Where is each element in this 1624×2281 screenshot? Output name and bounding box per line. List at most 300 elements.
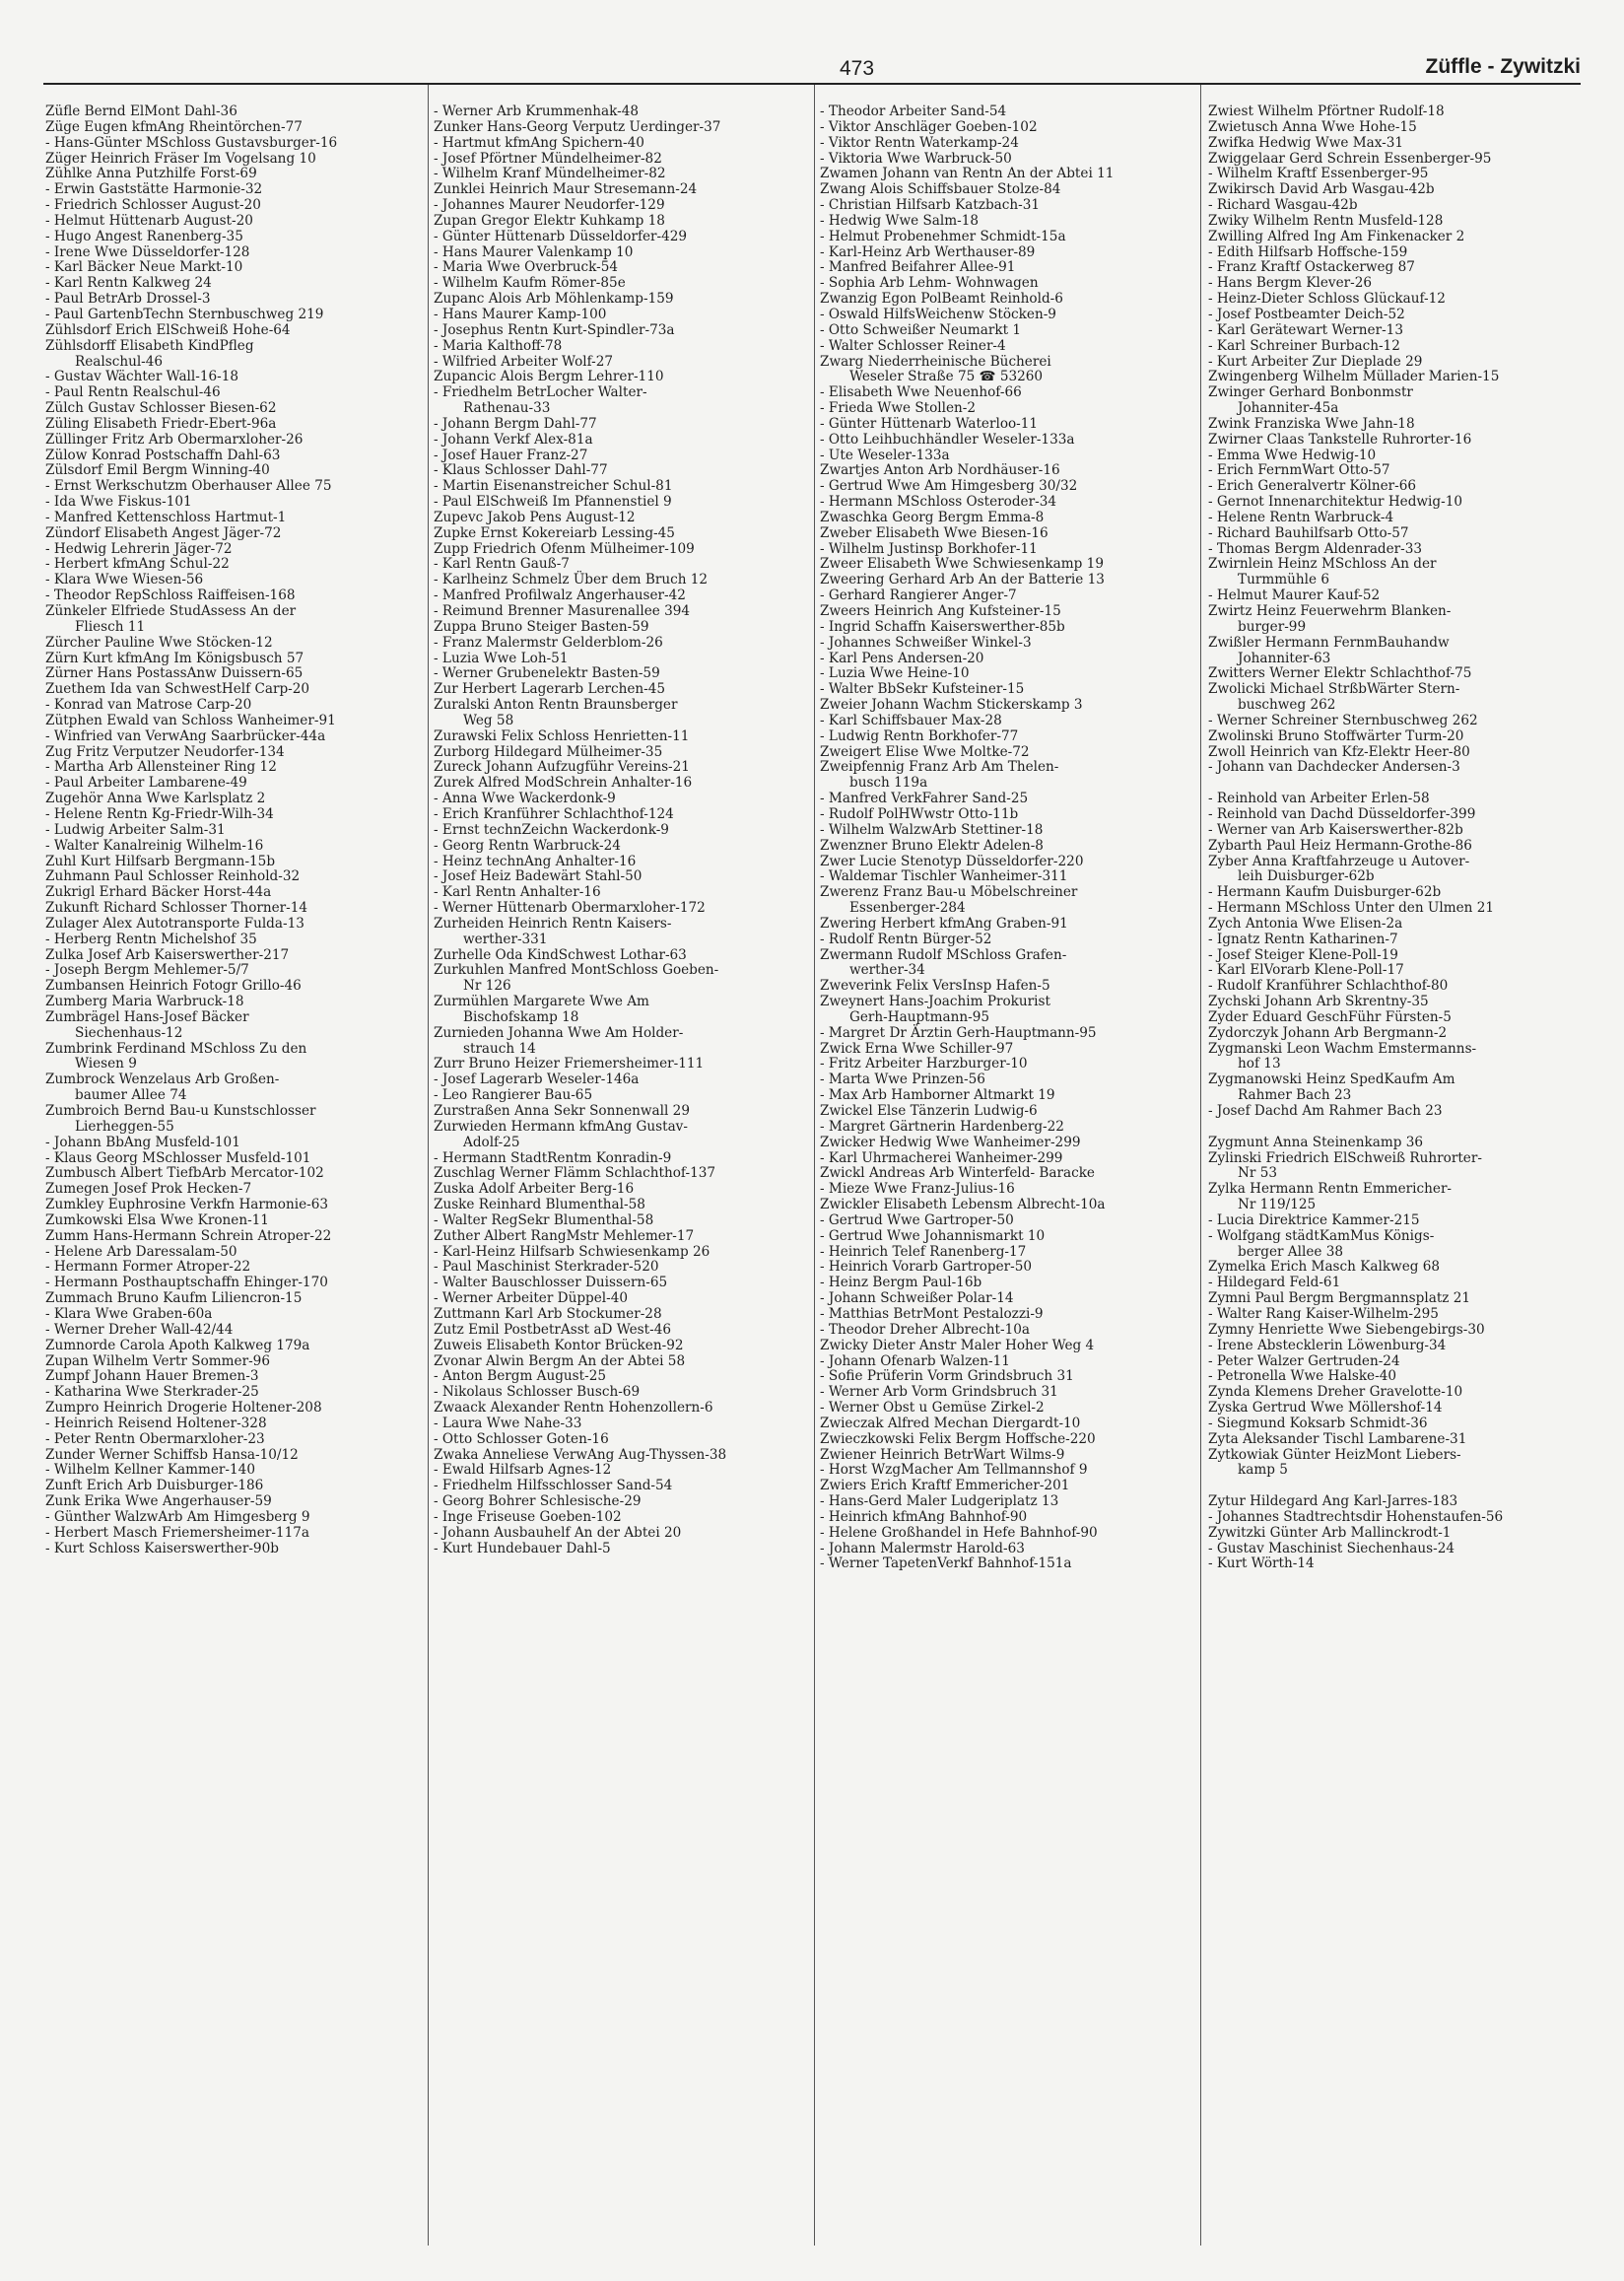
directory-entry: Zummach Bruno Kaufm Liliencron-15 — [45, 1290, 303, 1307]
directory-entry: Zymelka Erich Masch Kalkweg 68 — [1208, 1259, 1441, 1276]
directory-entry: Zumbusch Albert TiefbArb Mercator-102 — [45, 1165, 324, 1182]
directory-entry: - Lucia Direktrice Kammer-215 — [1208, 1211, 1420, 1228]
directory-entry: Zwer Lucie Stenotyp Düsseldorfer-220 — [820, 853, 1084, 869]
directory-entry: Zych Antonia Wwe Elisen-2a — [1208, 915, 1403, 932]
directory-entry: - Peter Walzer Gertruden-24 — [1208, 1352, 1400, 1369]
directory-entry: Zühlsdorf Erich ElSchweiß Hohe-64 — [45, 321, 291, 338]
directory-entry: Zweber Elisabeth Wwe Biesen-16 — [820, 524, 1049, 541]
directory-entry-continuation: burger-99 — [1238, 618, 1307, 635]
directory-entry: - Ida Wwe Fiskus-101 — [45, 494, 192, 511]
directory-entry: - Walter Kanalreinig Wilhelm-16 — [45, 837, 264, 854]
directory-entry: Zulka Josef Arb Kaiserswerther-217 — [45, 946, 290, 963]
directory-entry: - Karl Schiffsbauer Max-28 — [820, 712, 1002, 728]
directory-entry: - Reimund Brenner Masurenallee 394 — [434, 603, 691, 619]
directory-column-3 — [820, 104, 1114, 1572]
directory-entry: Zug Fritz Verputzer Neudorfer-134 — [45, 743, 285, 760]
directory-entry: Zwolinski Bruno Stoffwärter Turm-20 — [1208, 727, 1464, 744]
directory-entry: Zurstraßen Anna Sekr Sonnenwall 29 — [434, 1103, 690, 1119]
directory-entry-continuation: Nr 53 — [1238, 1165, 1278, 1182]
directory-entry: Zygmanowski Heinz SpedKaufm Am — [1208, 1071, 1455, 1088]
directory-entry: Zünkeler Elfriede StudAssess An der — [45, 603, 297, 619]
directory-entry: - Karl-Heinz Arb Werthauser-89 — [820, 243, 1036, 260]
directory-entry: - Elisabeth Wwe Neuenhof-66 — [820, 384, 1022, 401]
directory-entry: Zupan Wilhelm Vertr Sommer-96 — [45, 1352, 270, 1369]
directory-entry: - Ludwig Rentn Borkhofer-77 — [820, 727, 1019, 744]
directory-entry: - Klaus Schlosser Dahl-77 — [434, 462, 608, 479]
directory-entry: - Gustav Maschinist Siechenhaus-24 — [1208, 1540, 1455, 1556]
directory-entry: - Paul Rentn Realschul-46 — [45, 384, 221, 401]
directory-entry: Zwirner Claas Tankstelle Ruhrorter-16 — [1208, 431, 1472, 448]
directory-entry: Zühlke Anna Putzhilfe Forst-69 — [45, 166, 257, 182]
directory-entry: Zwicky Dieter Anstr Maler Hoher Weg 4 — [820, 1337, 1095, 1353]
directory-entry: - Viktor Rentn Waterkamp-24 — [820, 134, 1019, 151]
directory-entry-continuation: strauch 14 — [463, 1040, 536, 1057]
directory-entry: - Karl-Heinz Hilfsarb Schwiesenkamp 26 — [434, 1243, 710, 1260]
directory-entry: - Erich Kranführer Schlachthof-124 — [434, 805, 674, 822]
directory-entry: Zurkuhlen Manfred MontSchloss Goeben- — [434, 962, 719, 979]
page-header — [43, 51, 1581, 85]
column-divider — [428, 85, 429, 2246]
directory-entry: - Karl Schreiner Burbach-12 — [1208, 337, 1400, 354]
directory-entry: - Manfred Profilwalz Angerhauser-42 — [434, 588, 686, 604]
directory-entry: - Gertrud Wwe Johannismarkt 10 — [820, 1227, 1046, 1244]
directory-entry: Zurr Bruno Heizer Friemersheimer-111 — [434, 1056, 705, 1072]
directory-entry: - Helmut Hüttenarb August-20 — [45, 212, 253, 229]
directory-entry: - Herbert kfmAng Schul-22 — [45, 556, 230, 573]
directory-entry: - Wilfried Arbeiter Wolf-27 — [434, 353, 614, 370]
directory-entry: Zuther Albert RangMstr Mehlemer-17 — [434, 1227, 695, 1244]
directory-entry: Zwingenberg Wilhelm Müllader Marien-15 — [1208, 369, 1500, 385]
directory-entry: - Irene Wwe Düsseldorfer-128 — [45, 243, 250, 260]
directory-entry: Zumm Hans-Hermann Schrein Atroper-22 — [45, 1227, 332, 1244]
directory-entry: - Otto Schweißer Neumarkt 1 — [820, 321, 1021, 338]
directory-entry-continuation: Realschul-46 — [75, 353, 164, 370]
directory-entry: Zuhl Kurt Hilfsarb Bergmann-15b — [45, 853, 276, 869]
directory-entry: - Sofie Prüferin Vorm Grindsbruch 31 — [820, 1368, 1074, 1385]
directory-entry: Zumkley Euphrosine Verkfn Harmonie-63 — [45, 1197, 329, 1213]
directory-entry: - Josef Dachd Am Rahmer Bach 23 — [1208, 1103, 1443, 1119]
directory-entry: Zwermann Rudolf MSchloss Grafen- — [820, 946, 1067, 963]
directory-entry: Zumegen Josef Prok Hecken-7 — [45, 1181, 252, 1198]
directory-entry: - Rudolf PolHWwstr Otto-11b — [820, 805, 1019, 822]
directory-entry: - Walter Schlosser Reiner-4 — [820, 337, 1006, 354]
directory-entry-continuation: leih Duisburger-62b — [1238, 868, 1375, 885]
directory-entry: Zülch Gustav Schlosser Biesen-62 — [45, 400, 277, 417]
directory-entry: - Josephus Rentn Kurt-Spindler-73a — [434, 321, 675, 338]
column-divider — [814, 85, 815, 2246]
directory-entry: - Luzia Wwe Loh-51 — [434, 650, 569, 666]
directory-entry: - Kurt Hundebauer Dahl-5 — [434, 1540, 611, 1556]
directory-entry: - Heinz-Dieter Schloss Glückauf-12 — [1208, 291, 1446, 308]
directory-entry: Zwick Erna Wwe Schiller-97 — [820, 1040, 1014, 1057]
directory-entry: - Viktoria Wwe Warbruck-50 — [820, 150, 1012, 167]
directory-entry: Zydorczyk Johann Arb Bergmann-2 — [1208, 1024, 1448, 1041]
directory-entry: Zwinger Gerhard Bonbonmstr — [1208, 384, 1413, 401]
directory-entry: Zweier Johann Wachm Stickerskamp 3 — [820, 697, 1083, 714]
directory-entry: Zybarth Paul Heiz Hermann-Grothe-86 — [1208, 837, 1472, 854]
directory-entry: Zwikirsch David Arb Wasgau-42b — [1208, 181, 1435, 198]
directory-entry: Zumbrock Wenzelaus Arb Großen- — [45, 1071, 280, 1088]
directory-entry: Zumbroich Bernd Bau-u Kunstschlosser — [45, 1103, 316, 1119]
directory-entry-continuation: Wiesen 9 — [75, 1056, 137, 1072]
directory-entry: - Friedhelm BetrLocher Walter- — [434, 384, 647, 401]
directory-entry: - Petronella Wwe Halske-40 — [1208, 1368, 1396, 1385]
directory-entry: - Johann Bergm Dahl-77 — [434, 415, 597, 432]
directory-entry-continuation: werther-34 — [849, 962, 925, 979]
directory-entry: - Hedwig Wwe Salm-18 — [820, 212, 980, 229]
directory-entry: Züger Heinrich Fräser Im Vogelsang 10 — [45, 150, 316, 167]
directory-entry: - Ingrid Schaffn Kaiserswerther-85b — [820, 618, 1065, 635]
directory-entry: Zyber Anna Kraftfahrzeuge u Autover- — [1208, 853, 1470, 869]
directory-entry: Zwieczkowski Felix Bergm Hoffsche-220 — [820, 1430, 1096, 1447]
directory-entry: - Johann Ausbauhelf An der Abtei 20 — [434, 1524, 682, 1541]
directory-column-4 — [1208, 104, 1503, 1572]
directory-entry: - Johann van Dachdecker Andersen-3 — [1208, 759, 1460, 776]
directory-entry: Zwiggelaar Gerd Schrein Essenberger-95 — [1208, 150, 1492, 167]
directory-entry: Zwiky Wilhelm Rentn Musfeld-128 — [1208, 212, 1444, 229]
directory-entry: - Rudolf Rentn Bürger-52 — [820, 931, 992, 947]
directory-entry: - Karlheinz Schmelz Über dem Bruch 12 — [434, 572, 709, 588]
directory-entry: Zugehör Anna Wwe Karlsplatz 2 — [45, 791, 266, 807]
directory-entry: - Hildegard Feld-61 — [1208, 1275, 1341, 1291]
directory-entry: - Herberg Rentn Michelshof 35 — [45, 931, 257, 947]
directory-entry: - Franz Malermstr Gelderblom-26 — [434, 634, 663, 651]
directory-entry: - Helene Rentn Warbruck-4 — [1208, 509, 1394, 525]
header-rule — [43, 83, 1581, 85]
directory-entry: - Johann Ofenarb Walzen-11 — [820, 1352, 1010, 1369]
directory-entry: Zweipfennig Franz Arb Am Thelen- — [820, 759, 1059, 776]
directory-entry: Zwang Alois Schiffsbauer Stolze-84 — [820, 181, 1061, 198]
directory-entry: - Maria Kalthoff-78 — [434, 337, 563, 354]
directory-entry: - Theodor Arbeiter Sand-54 — [820, 104, 1007, 119]
directory-entry-continuation: Lierheggen-55 — [75, 1118, 174, 1135]
spacer — [1208, 1120, 1503, 1136]
directory-entry: - Franz Kraftf Ostackerweg 87 — [1208, 259, 1415, 276]
directory-entry: Zwanzig Egon PolBeamt Reinhold-6 — [820, 291, 1063, 308]
directory-entry: - Karl Rentn Gauß-7 — [434, 556, 570, 573]
directory-entry: - Heinrich Reisend Holtener-328 — [45, 1415, 267, 1431]
directory-entry: Zündorf Elisabeth Angest Jäger-72 — [45, 524, 282, 541]
directory-entry: - Walter Rang Kaiser-Wilhelm-295 — [1208, 1305, 1439, 1322]
directory-entry: - Hedwig Lehrerin Jäger-72 — [45, 540, 233, 557]
directory-entry: Zutz Emil PostbetrAsst aD West-46 — [434, 1321, 672, 1338]
directory-entry: - Johannes Stadtrechtsdir Hohenstaufen-56 — [1208, 1508, 1504, 1525]
directory-entry: Zwaschka Georg Bergm Emma-8 — [820, 509, 1045, 525]
directory-entry: - Werner Grubenelektr Basten-59 — [434, 665, 660, 682]
directory-entry-continuation: kamp 5 — [1238, 1462, 1288, 1479]
directory-entry: - Martha Arb Allensteiner Ring 12 — [45, 759, 277, 776]
directory-entry: - Hans-Günter MSchloss Gustavsburger-16 — [45, 134, 338, 151]
directory-entry: - Wilhelm Kellner Kammer-140 — [45, 1462, 255, 1479]
directory-entry: - Hans Bergm Klever-26 — [1208, 275, 1373, 292]
directory-entry: Zwerenz Franz Bau-u Möbelschreiner — [820, 884, 1078, 901]
directory-entry: - Katharina Wwe Sterkrader-25 — [45, 1384, 259, 1401]
directory-entry: - Maria Wwe Overbruck-54 — [434, 259, 619, 276]
directory-entry: - Manfred Kettenschloss Hartmut-1 — [45, 509, 287, 525]
directory-entry: - Werner Obst u Gemüse Zirkel-2 — [820, 1400, 1045, 1417]
directory-entry-continuation: hof 13 — [1238, 1056, 1281, 1072]
directory-entry: - Otto Leihbuchhändler Weseler-133a — [820, 431, 1075, 448]
directory-entry: Züge Eugen kfmAng Rheintörchen-77 — [45, 118, 303, 135]
directory-entry: Zytkowiak Günter HeizMont Liebers- — [1208, 1446, 1461, 1463]
directory-entry: - Margret Dr Ärztin Gerh-Hauptmann-95 — [820, 1024, 1097, 1041]
directory-entry: - Viktor Anschläger Goeben-102 — [820, 118, 1038, 135]
directory-entry: - Reinhold van Dachd Düsseldorfer-399 — [1208, 805, 1476, 822]
directory-entry: - Friedhelm Hilfsschlosser Sand-54 — [434, 1478, 673, 1494]
directory-entry: - Günther WalzwArb Am Himgesberg 9 — [45, 1508, 310, 1525]
directory-entry-continuation: Rathenau-33 — [463, 400, 551, 417]
directory-entry: Zunklei Heinrich Maur Stresemann-24 — [434, 181, 698, 198]
directory-entry: Zurwieden Hermann kfmAng Gustav- — [434, 1118, 688, 1135]
directory-entry: - Hans-Gerd Maler Ludgeriplatz 13 — [820, 1493, 1059, 1510]
directory-entry: - Horst WzgMacher Am Tellmannshof 9 — [820, 1462, 1088, 1479]
directory-entry: - Peter Rentn Obermarxloher-23 — [45, 1430, 265, 1447]
directory-entry: Zwarg Niederrheinische Bücherei — [820, 353, 1051, 370]
directory-entry: - Johann BbAng Musfeld-101 — [45, 1134, 240, 1150]
directory-entry: - Erwin Gaststätte Harmonie-32 — [45, 181, 263, 198]
directory-entry: - Hermann StadtRentm Konradin-9 — [434, 1149, 672, 1166]
directory-entry: Zwenzner Bruno Elektr Adelen-8 — [820, 837, 1044, 854]
directory-entry: - Günter Hüttenarb Waterloo-11 — [820, 415, 1039, 432]
directory-entry: - Theodor Dreher Albrecht-10a — [820, 1321, 1030, 1338]
directory-entry: Zurborg Hildegard Mülheimer-35 — [434, 743, 663, 760]
directory-entry: - Anton Bergm August-25 — [434, 1368, 607, 1385]
directory-entry: Zweers Heinrich Ang Kufsteiner-15 — [820, 603, 1061, 619]
directory-entry: - Gertrud Wwe Am Himgesberg 30/32 — [820, 478, 1078, 495]
directory-entry: Zuska Adolf Arbeiter Berg-16 — [434, 1181, 635, 1198]
directory-entry: Zvonar Alwin Bergm An der Abtei 58 — [434, 1352, 686, 1369]
directory-entry: Zurhelle Oda KindSchwest Lothar-63 — [434, 946, 687, 963]
directory-entry: - Edith Hilfsarb Hoffsche-159 — [1208, 243, 1408, 260]
directory-entry: Zunder Werner Schiffsb Hansa-10/12 — [45, 1446, 299, 1463]
directory-entry: - Konrad van Matrose Carp-20 — [45, 697, 252, 714]
directory-entry: - Joseph Bergm Mehlemer-5/7 — [45, 962, 249, 979]
directory-entry: Zumkowski Elsa Wwe Kronen-11 — [45, 1211, 269, 1228]
directory-entry: - Luzia Wwe Heine-10 — [820, 665, 970, 682]
directory-entry: Zurawski Felix Schloss Henrietten-11 — [434, 727, 690, 744]
directory-column-1 — [45, 104, 337, 1556]
directory-entry: Zupevc Jakob Pens August-12 — [434, 509, 636, 525]
directory-entry: - Inge Friseuse Goeben-102 — [434, 1508, 622, 1525]
directory-entry: - Hermann Posthauptschaffn Ehinger-170 — [45, 1275, 328, 1291]
directory-entry: Zunk Erika Wwe Angerhauser-59 — [45, 1493, 272, 1510]
spacer — [1208, 1479, 1503, 1494]
directory-entry: Zumberg Maria Warbruck-18 — [45, 994, 244, 1010]
directory-entry: Zweigert Elise Wwe Moltke-72 — [820, 743, 1030, 760]
directory-entry-continuation: buschweg 262 — [1238, 697, 1336, 714]
directory-entry-continuation: Johanniter-63 — [1238, 650, 1331, 666]
directory-entry: - Werner Schreiner Sternbuschweg 262 — [1208, 712, 1478, 728]
directory-entry: - Ignatz Rentn Katharinen-7 — [1208, 931, 1398, 947]
directory-entry: - Kurt Arbeiter Zur Dieplade 29 — [1208, 353, 1423, 370]
directory-entry: - Werner van Arb Kaiserswerther-82b — [1208, 821, 1463, 838]
directory-entry: Züfle Bernd ElMont Dahl-36 — [45, 104, 237, 119]
directory-entry: Zylinski Friedrich ElSchweiß Ruhrorter- — [1208, 1149, 1482, 1166]
directory-entry: - Laura Wwe Nahe-33 — [434, 1415, 582, 1431]
directory-entry: Zuske Reinhard Blumenthal-58 — [434, 1197, 645, 1213]
directory-entry: - Heinrich Vorarb Gartroper-50 — [820, 1259, 1033, 1276]
directory-entry: - Gertrud Wwe Gartroper-50 — [820, 1211, 1014, 1228]
directory-entry: - Johann Schweißer Polar-14 — [820, 1290, 1014, 1307]
directory-entry: - Walter Bauschlosser Duissern-65 — [434, 1275, 668, 1291]
directory-entry: - Ute Weseler-133a — [820, 447, 950, 463]
directory-entry: Zwaka Anneliese VerwAng Aug-Thyssen-38 — [434, 1446, 727, 1463]
directory-entry: - Anna Wwe Wackerdonk-9 — [434, 791, 616, 807]
directory-entry: - Georg Rentn Warbruck-24 — [434, 837, 621, 854]
directory-entry: - Hartmut kfmAng Spichern-40 — [434, 134, 644, 151]
directory-entry: Zur Herbert Lagerarb Lerchen-45 — [434, 681, 666, 698]
directory-entry: Zühlsdorff Elisabeth KindPfleg — [45, 337, 254, 354]
directory-entry: Zureck Johann Aufzugführ Vereins-21 — [434, 759, 690, 776]
directory-entry: Zyta Aleksander Tischl Lambarene-31 — [1208, 1430, 1467, 1447]
directory-entry: Zylka Hermann Rentn Emmericher- — [1208, 1181, 1453, 1198]
directory-entry: - Hermann MSchloss Osteroder-34 — [820, 494, 1056, 511]
directory-entry: Zwering Herbert kfmAng Graben-91 — [820, 915, 1068, 932]
directory-entry: - Erich Generalvertr Kölner-66 — [1208, 478, 1417, 495]
directory-entry: Zwirnlein Heinz MSchloss An der — [1208, 556, 1437, 573]
directory-entry: Zygmanski Leon Wachm Emstermanns- — [1208, 1040, 1477, 1057]
directory-entry: - Emma Wwe Hedwig-10 — [1208, 447, 1377, 463]
page-number: 473 — [840, 57, 875, 80]
directory-entry: - Paul Maschinist Sterkrader-520 — [434, 1259, 659, 1276]
directory-entry-continuation: Bischofskamp 18 — [463, 1008, 579, 1025]
directory-entry: - Wolfgang städtKamMus Königs- — [1208, 1227, 1435, 1244]
directory-entry: - Herbert Masch Friemersheimer-117a — [45, 1524, 309, 1541]
directory-entry: - Josef Steiger Klene-Poll-19 — [1208, 946, 1398, 963]
directory-entry: - Waldemar Tischler Wanheimer-311 — [820, 868, 1068, 885]
directory-entry: - Hugo Angest Ranenberg-35 — [45, 228, 243, 244]
directory-entry: - Ewald Hilfsarb Agnes-12 — [434, 1462, 612, 1479]
directory-entry: Zymny Henriette Wwe Siebengebirgs-30 — [1208, 1321, 1485, 1338]
directory-entry: Zumpro Heinrich Drogerie Holtener-208 — [45, 1400, 322, 1417]
directory-entry-continuation: Adolf-25 — [463, 1134, 520, 1150]
directory-entry: - Werner Hüttenarb Obermarxloher-172 — [434, 900, 706, 917]
directory-entry: - Klaus Georg MSchlosser Musfeld-101 — [45, 1149, 311, 1166]
directory-entry: - Irene Abstecklerin Löwenburg-34 — [1208, 1337, 1447, 1353]
directory-entry-continuation: Turmmühle 6 — [1238, 572, 1329, 588]
directory-entry: - Walter BbSekr Kufsteiner-15 — [820, 681, 1025, 698]
directory-entry: - Reinhold van Arbeiter Erlen-58 — [1208, 791, 1430, 807]
directory-entry: - Max Arb Hamborner Altmarkt 19 — [820, 1087, 1055, 1104]
directory-entry: Zukunft Richard Schlosser Thorner-14 — [45, 900, 308, 917]
directory-entry: Zupancic Alois Bergm Lehrer-110 — [434, 369, 664, 385]
directory-entry: Zweverink Felix VersInsp Hafen-5 — [820, 978, 1050, 995]
directory-entry: Zülsdorf Emil Bergm Winning-40 — [45, 462, 270, 479]
directory-entry: - Christian Hilfsarb Katzbach-31 — [820, 197, 1041, 214]
directory-entry: - Richard Bauhilfsarb Otto-57 — [1208, 524, 1409, 541]
directory-entry: - Paul GartenbTechn Sternbuschweg 219 — [45, 306, 324, 322]
directory-entry: - Karl Uhrmacherei Wanheimer-299 — [820, 1149, 1063, 1166]
directory-entry: - Nikolaus Schlosser Busch-69 — [434, 1384, 641, 1401]
directory-entry: Zwaack Alexander Rentn Hohenzollern-6 — [434, 1400, 713, 1417]
directory-entry: Zwickler Elisabeth Lebensm Albrecht-10a — [820, 1197, 1106, 1213]
directory-entry: Zuppa Bruno Steiger Basten-59 — [434, 618, 649, 635]
directory-entry: - Friedrich Schlosser August-20 — [45, 197, 261, 214]
directory-entry-continuation: Johanniter-45a — [1238, 400, 1339, 417]
directory-entry: - Mieze Wwe Franz-Julius-16 — [820, 1181, 1015, 1198]
directory-entry: Zygmunt Anna Steinenkamp 36 — [1208, 1134, 1424, 1150]
directory-entry-continuation: berger Allee 38 — [1238, 1243, 1344, 1260]
directory-entry: - Siegmund Koksarb Schmidt-36 — [1208, 1415, 1428, 1431]
directory-entry: - Hans Maurer Kamp-100 — [434, 306, 607, 322]
directory-entry: Zupp Friedrich Ofenm Mülheimer-109 — [434, 540, 695, 557]
directory-entry: - Ernst technZeichn Wackerdonk-9 — [434, 821, 669, 838]
directory-entry: Zupke Ernst Kokereiarb Lessing-45 — [434, 524, 675, 541]
directory-entry: - Erich FernmWart Otto-57 — [1208, 462, 1390, 479]
directory-entry-continuation: Nr 126 — [463, 978, 511, 995]
directory-entry: Zütphen Ewald van Schloss Wanheimer-91 — [45, 712, 336, 728]
directory-entry: - Thomas Bergm Aldenrader-33 — [1208, 540, 1423, 557]
directory-entry: Zyska Gertrud Wwe Möllershof-14 — [1208, 1400, 1443, 1417]
directory-entry: Zunker Hans-Georg Verputz Uerdinger-37 — [434, 118, 721, 135]
directory-entry: Zurek Alfred ModSchrein Anhalter-16 — [434, 775, 693, 792]
directory-entry: Zytur Hildegard Ang Karl-Jarres-183 — [1208, 1493, 1458, 1510]
directory-entry: - Werner Arbeiter Düppel-40 — [434, 1290, 629, 1307]
directory-entry: - Marta Wwe Prinzen-56 — [820, 1071, 985, 1088]
directory-entry: - Oswald HilfsWeichenw Stöcken-9 — [820, 306, 1056, 322]
directory-entry: Zwickl Andreas Arb Winterfeld- Baracke — [820, 1165, 1095, 1182]
directory-entry: Zwilling Alfred Ing Am Finkenacker 2 — [1208, 228, 1465, 244]
directory-entry: Zurmühlen Margarete Wwe Am — [434, 994, 649, 1010]
directory-entry-continuation: Gerh-Hauptmann-95 — [849, 1008, 990, 1025]
directory-entry: - Gerhard Rangierer Anger-7 — [820, 588, 1017, 604]
directory-entry: Zumbansen Heinrich Fotogr Grillo-46 — [45, 978, 302, 995]
directory-entry: - Paul ElSchweiß Im Pfannenstiel 9 — [434, 494, 672, 511]
directory-entry: - Karl Rentn Kalkweg 24 — [45, 275, 212, 292]
directory-entry: - Margret Gärtnerin Hardenberg-22 — [820, 1118, 1064, 1135]
directory-entry: - Johannes Schweißer Winkel-3 — [820, 634, 1032, 651]
directory-entry: - Ernst Werkschutzm Oberhauser Allee 75 — [45, 478, 332, 495]
directory-entry: - Günter Hüttenarb Düsseldorfer-429 — [434, 228, 688, 244]
directory-entry: Zumbrink Ferdinand MSchloss Zu den — [45, 1040, 307, 1057]
directory-entry: - Frieda Wwe Stollen-2 — [820, 400, 977, 417]
directory-entry: - Manfred Beifahrer Allee-91 — [820, 259, 1016, 276]
directory-entry: Zunft Erich Arb Duisburger-186 — [45, 1478, 264, 1494]
directory-entry: Zwiers Erich Kraftf Emmericher-201 — [820, 1478, 1070, 1494]
directory-entry: Zwietusch Anna Wwe Hohe-15 — [1208, 118, 1417, 135]
directory-entry: Zweynert Hans-Joachim Prokurist — [820, 994, 1050, 1010]
directory-entry: - Helene Großhandel in Hefe Bahnhof-90 — [820, 1524, 1098, 1541]
directory-entry: - Rudolf Kranführer Schlachthof-80 — [1208, 978, 1449, 995]
directory-entry: Zweering Gerhard Arb An der Batterie 13 — [820, 572, 1105, 588]
directory-entry: - Wilhelm WalzwArb Stettiner-18 — [820, 821, 1044, 838]
directory-entry: - Otto Schlosser Goten-16 — [434, 1430, 609, 1447]
directory-entry: Zwißler Hermann FernmBauhandw — [1208, 634, 1450, 651]
directory-entry: - Karl Rentn Anhalter-16 — [434, 884, 601, 901]
directory-entry: Zuralski Anton Rentn Braunsberger — [434, 697, 678, 714]
directory-entry: - Josef Lagerarb Weseler-146a — [434, 1071, 640, 1088]
directory-entry: - Klara Wwe Graben-60a — [45, 1305, 213, 1322]
directory-entry: - Johann Malermstr Harold-63 — [820, 1540, 1025, 1556]
directory-entry: - Heinz technAng Anhalter-16 — [434, 853, 637, 869]
directory-entry: - Johann Verkf Alex-81a — [434, 431, 593, 448]
directory-entry: Zürn Kurt kfmAng Im Königsbusch 57 — [45, 650, 304, 666]
directory-entry: - Werner TapetenVerkf Bahnhof-151a — [820, 1555, 1072, 1572]
directory-entry: Zürner Hans PostassAnw Duissern-65 — [45, 665, 304, 682]
directory-entry: Zynda Klemens Dreher Gravelotte-10 — [1208, 1384, 1463, 1401]
directory-entry: - Werner Arb Krummenhak-48 — [434, 104, 640, 119]
directory-entry: - Karl Bäcker Neue Markt-10 — [45, 259, 243, 276]
directory-entry: Zuschlag Werner Flämm Schlachthof-137 — [434, 1165, 716, 1182]
directory-entry: Zupanc Alois Arb Möhlenkamp-159 — [434, 291, 674, 308]
directory-entry: Zülow Konrad Postschaffn Dahl-63 — [45, 447, 281, 463]
directory-entry: Zuttmann Karl Arb Stockumer-28 — [434, 1305, 662, 1322]
directory-entry: - Werner Dreher Wall-42/44 — [45, 1321, 234, 1338]
directory-entry: - Wilhelm Kaufm Römer-85e — [434, 275, 626, 292]
directory-entry: - Leo Rangierer Bau-65 — [434, 1087, 593, 1104]
directory-entry: Zumbrägel Hans-Josef Bäcker — [45, 1008, 249, 1025]
directory-entry: - Wilhelm Justinsp Borkhofer-11 — [820, 540, 1038, 557]
